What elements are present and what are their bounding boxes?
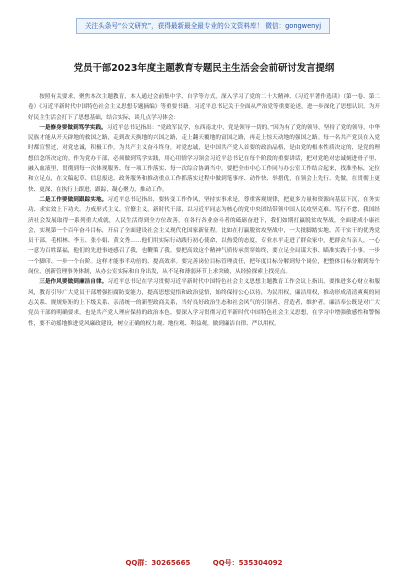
- intro-paragraph: 按照有关要求，聚焦本次主题教育，本人通过会前集中学、自学等方式，深入学习了党的二十大精神、《习近平著作选读》（第一卷、第二卷）《习近平新时代中国特色社会主义思想专题摘编》等重要书籍。习近平总书记关于全面从严治党等重要论述，进一步深化了思想认识，为开好民主生活会打下了思想基础，结合实际，谈几点学习体会：: [28, 94, 380, 121]
- promo-banner: [76, 18, 330, 34]
- section-paragraph-3: [28, 277, 380, 328]
- document-body: [28, 92, 380, 544]
- section-paragraph-1: [28, 123, 380, 195]
- section-text-2: 习近平总书记指出，要转变工作作风，坚持实事求是，尊重客观规律，把更多力量和资源向基层下沉，在务实功、求实效上下功夫。力戒形式主义、官僚主义。新时代干部，以习近平同志为核心的党中央团结带领中国人民攻坚克难、笃行不怠，我国经济社会发展取得一系列重大成就，人民生活得到全方位改善，在各行各业奋斗者的砥砺奋进下，我们如期打赢脱贫攻坚战，全面建成小康社会，实现第一个百年奋斗目标，开启了全面建设社会主义现代化国家新征程。比如在打赢脱贫攻坚战中，一大批脚踏实地、苦干实干的优秀党员干部，毛相林、李玉、张小娟、黄文秀……他们用实际行动践行初心使命，以热爱的态度，专业水平走进了群众家中，把群众当亲人，一心一意为百姓谋福，他们的先进事迹感召了我，也鞭策了我。要把高效这个精神气质传承贯穿始终，要立足全局谋大事、瞄准实践干小事。一步一个脚印、一步一个台阶。这样才能事半功倍的、提高效率。要完善岗位目标管理责任，把年度目标分解到每个岗位，把整体目标分解到每个岗位，创新管理事务体制，从办公室实际和自身出发，从不足和薄弱环节上求突破，从经验探索上找亮点。: [28, 196, 380, 276]
- promo-banner-text: 关注头条号“公文研究”，获得最新最全最专业的公文资料库！ 微信：gongwenyj: [84, 22, 322, 30]
- section-heading-3: 三是作风要做到廉洁自律。: [39, 279, 108, 286]
- footer-qq: QQ号：535304092: [212, 559, 283, 567]
- document-title: 党员干部2023年度主题教育专题民主生活会会前研讨发言提纲: [73, 63, 335, 74]
- section-text-3: 习近平总书记在学习贯彻习近平新时代中国特色社会主义思想主题教育工作会议上指出，要推进多心财立和服风，教育引导广大党员干部增强拒腐防变能力，提高思想觉悟和政治觉悟，始终保持公心以待，为民用权，廉洁用权，推动形成清清爽爽的同志关系、规规矩矩的上下级关系、亲清统一的新型政商关系，当好良好政治生态和社会风气的引领者、营造者，维护者。廉洁奉公既是对广大党员干部的明确要求，也是共产党人理应保持的政治本色。要深入学习贯彻习近平新时代中国特色社会主义思想，在学习中增强敏感性和警惕性，要不动摇地推进党风廉政建设，树立正确的权力观、地位观、利益观，做到廉洁自律、严以用权。: [28, 279, 380, 327]
- section-heading-1: 一是修身要做到笃学实践。: [39, 124, 107, 131]
- page-footer: [0, 558, 408, 568]
- section-text-1: 习近平总书记指出：“党政军民学，东西南北中，党是领导一切的。”因为有了党的领导，坚持了党的领导，中华民族才能从开天辟地的救国之路，走到改天换地的兴国之路，走上翻天覆地的富国之路，再走上惊天动地的强国之路。每一名共产党员在入党时都宣誓过，对党忠诚，积极工作，为共产主义奋斗终身，对党忠诚，是中国共产党人首要的政治品格，是由党的根本性质决定的，是党的理想信念所决定的。作为党办干部，必须做到笃学实践，用心用情学习领会习近平总书记在每个阶段的重要讲话，把对党绝对忠诚刻进骨子里、融入血液里，贯彻到每一次体现服务、每一项工作落实、每一次综合协调当中。要把全市中心工作同与办公室工作结合起来，找准坐标，定位和立足点，在文稿起草、信息报送、政务服务和推动重点工作抓落实过程中做到笔事序、动作快、举措优，在领会上先行、先做，在贯彻上更快、更深，在执行上跟进、跟踪，凝心聚力，推动工作。: [28, 124, 380, 193]
- section-paragraph-2: [28, 195, 380, 277]
- footer-qq-group: QQ群：30265665: [125, 559, 191, 567]
- section-heading-2: 二是工作要做到跟踪实地。: [39, 196, 108, 203]
